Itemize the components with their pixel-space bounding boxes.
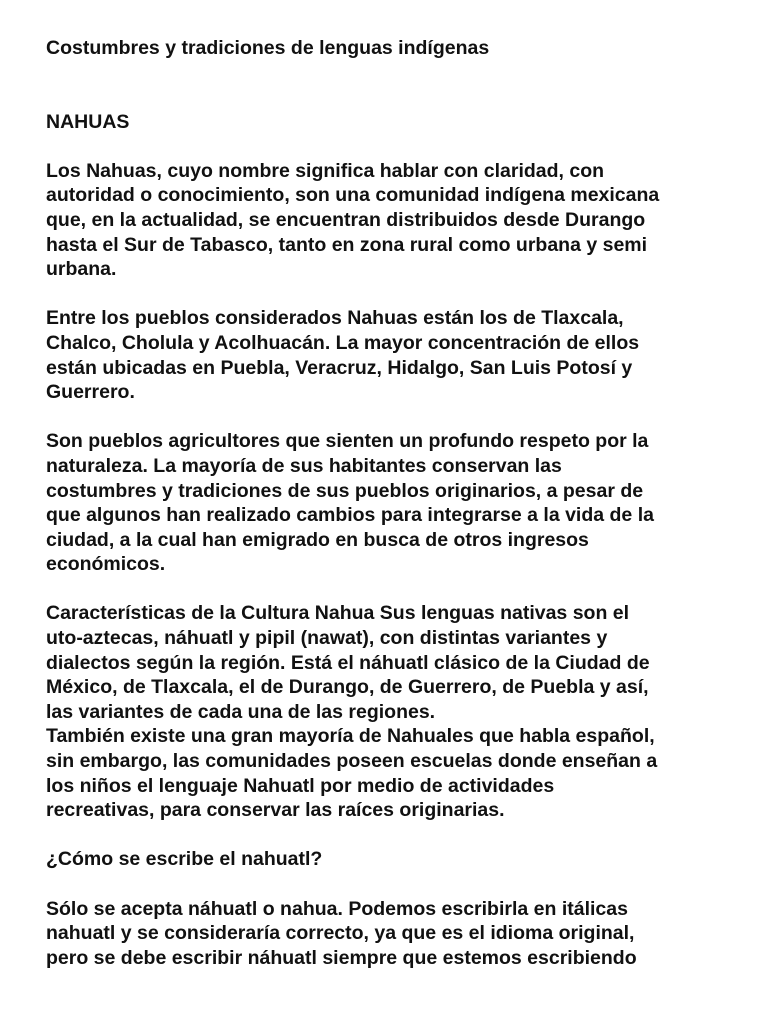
- text-line: uto-aztecas, náhuatl y pipil (nawat), con distintas variantes y: [46, 627, 608, 650]
- section-heading-nahuas: NAHUAS: [46, 110, 130, 133]
- text-line: Guerrero.: [46, 381, 135, 404]
- text-line: Chalco, Cholula y Acolhuacán. La mayor concentración de ellos: [46, 331, 640, 354]
- subheading-como-se-escribe: ¿Cómo se escribe el nahuatl?: [46, 848, 323, 871]
- text-line: ciudad, a la cual han emigrado en busca de otros ingresos: [46, 528, 589, 551]
- text-line: autoridad o conocimiento, son una comunidad indígena mexicana: [46, 184, 660, 207]
- paragraph-espanol: [46, 724, 736, 822]
- text-line: que algunos han realizado cambios para integrarse a la vida de la: [46, 504, 654, 527]
- paragraph-caracteristicas: [46, 601, 736, 724]
- text-line: económicos.: [46, 553, 166, 576]
- text-line: Son pueblos agricultores que sienten un profundo respeto por la: [46, 430, 649, 453]
- paragraph-pueblos: [46, 306, 736, 404]
- text-line: que, en la actualidad, se encuentran distribuidos desde Durango: [46, 208, 646, 231]
- text-line: sin embargo, las comunidades poseen escuelas donde enseñan a: [46, 750, 658, 773]
- text-line: urbana.: [46, 258, 117, 281]
- paragraph-intro: [46, 159, 736, 282]
- text-line: dialectos según la región. Está el náhuatl clásico de la Ciudad de: [46, 651, 650, 674]
- paragraph-agricultores: [46, 429, 736, 577]
- text-line: pero se debe escribir náhuatl siempre que estemos escribiendo: [46, 946, 637, 969]
- text-line: Los Nahuas, cuyo nombre significa hablar con claridad, con: [46, 159, 605, 182]
- text-line: Entre los pueblos considerados Nahuas están los de Tlaxcala,: [46, 307, 624, 330]
- document-page: [46, 36, 736, 970]
- text-line: recreativas, para conservar las raíces originarias.: [46, 799, 505, 822]
- text-line: hasta el Sur de Tabasco, tanto en zona rural como urbana y semi: [46, 233, 648, 256]
- text-line: están ubicadas en Puebla, Veracruz, Hidalgo, San Luis Potosí y: [46, 356, 633, 379]
- document-title: Costumbres y tradiciones de lenguas indígenas: [46, 37, 490, 59]
- paragraph-final: [46, 897, 736, 971]
- text-line: México, de Tlaxcala, el de Durango, de Guerrero, de Puebla y así,: [46, 676, 649, 699]
- text-line: Sólo se acepta náhuatl o nahua. Podemos escribirla en itálicas: [46, 897, 628, 920]
- text-line: naturaleza. La mayoría de sus habitantes conservan las: [46, 454, 562, 477]
- text-line: las variantes de cada una de las regiones.: [46, 700, 436, 723]
- text-line: costumbres y tradiciones de sus pueblos originarios, a pesar de: [46, 479, 644, 502]
- text-line: Características de la Cultura Nahua Sus lenguas nativas son el: [46, 602, 630, 625]
- text-line: También existe una gran mayoría de Nahuales que habla español,: [46, 725, 655, 748]
- text-line: nahuatl y se consideraría correcto, ya que es el idioma original,: [46, 922, 635, 945]
- text-line: los niños el lenguaje Nahuatl por medio de actividades: [46, 774, 555, 797]
